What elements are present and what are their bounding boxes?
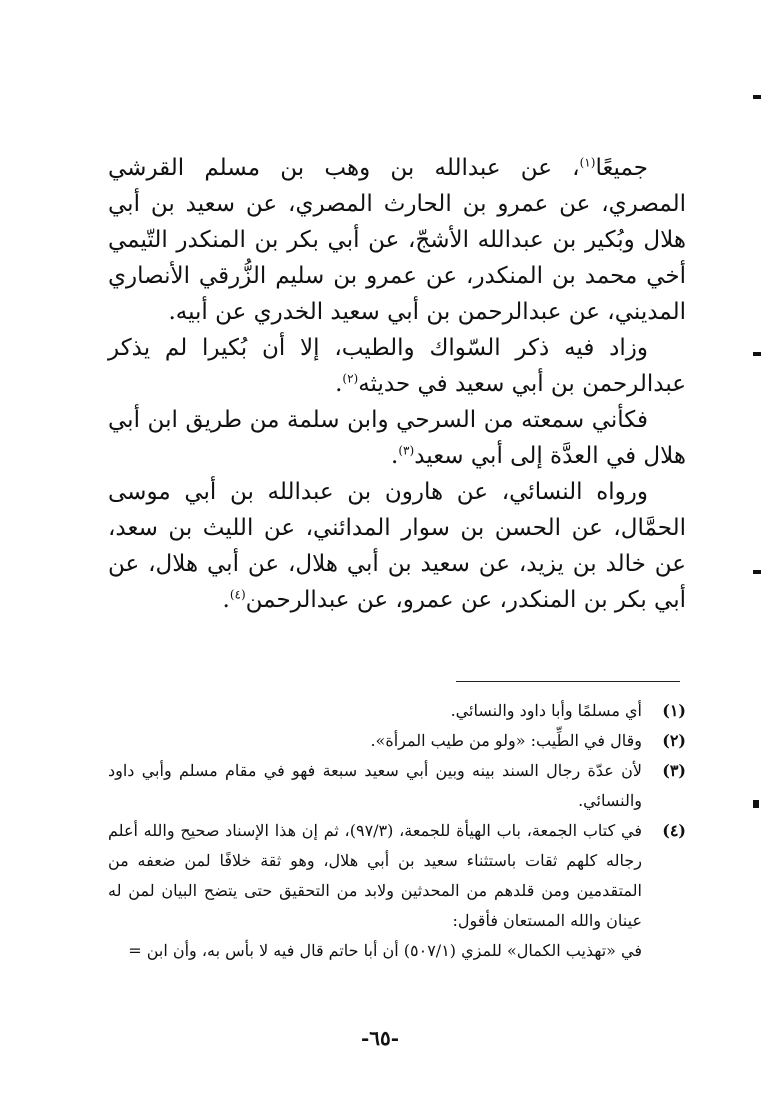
paragraph-2: وزاد فيه ذكر السّواك والطيب، إلا أن بُكيرا لم يذكر عبدالرحمن بن أبي سعيد في حديثه$^{(٢)}$. — [108, 335, 686, 397]
margin-mark — [753, 352, 761, 356]
paragraph-1: جميعًا$^{(١)}$، عن عبدالله بن وهب بن مسلم القرشي المصري، عن عمرو بن الحارث المصري، عن سعيد بن أبي هلال وبُكير بن عبدالله الأشجّ، عن أبي بكر بن المنكدر التّيمي أخي محمد بن المنكدر، عن عمرو بن سليم الزُّرقي الأنصاري المديني، عن عبدالرحمن بن أبي سعيد الخدري عن أبيه. — [108, 155, 686, 325]
footnote-ref-4: (٤) — [229, 587, 246, 602]
paragraph-4: ورواه النسائي، عن هارون بن عبدالله بن أبي موسى الحمَّال، عن الحسن بن سوار المدائني، عن الليث بن سعد، عن خالد بن يزيد، عن سعيد بن أبي هلال، عن أبي هلال، عن أبي بكر بن المنكدر، عن عمرو، عن عبدالرحمن$^{(٤)}$. — [108, 479, 686, 613]
footnote-ref-3: (٣) — [398, 443, 415, 458]
footnote-4 — [108, 816, 686, 936]
footnote-3 — [108, 756, 686, 816]
margin-mark — [753, 570, 761, 574]
footnote-number: (١) — [662, 701, 686, 720]
paragraph-3: فكأني سمعته من السرحي وابن سلمة من طريق ابن أبي هلال في العدَّة إلى أبي سعيد$^{(٣)}$. — [108, 407, 686, 469]
footnote-1 — [108, 696, 686, 726]
footnotes — [108, 696, 686, 966]
footnote-text: لأن عدّة رجال السند بينه وبين أبي سعيد سبعة فهو في مقام مسلم وأبي داود والنسائي. — [108, 761, 642, 810]
footnote-2 — [108, 726, 686, 756]
footnote-divider — [456, 681, 680, 682]
footnote-ref-2: (٢) — [342, 371, 359, 386]
footnote-number: (٢) — [662, 731, 686, 750]
footnote-number: (٤) — [662, 821, 686, 840]
footnote-text: أي مسلمًا وأبا داود والنسائي. — [450, 701, 642, 720]
footnote-continuation: في «تهذيب الكمال» للمزي (٥٠٧/١) أن أبا حاتم قال فيه لا بأس به، وأن ابن = — [128, 941, 642, 960]
footnote-number: (٣) — [662, 761, 686, 780]
main-text — [108, 150, 686, 618]
footnote-ref-1: (١) — [579, 155, 596, 170]
margin-mark — [753, 95, 761, 99]
page-number: -٦٥- — [360, 1026, 400, 1050]
footnote-text: في كتاب الجمعة، باب الهيأة للجمعة، (٩٧/٣)، ثم إن هذا الإسناد صحيح والله أعلم رجاله كلهم ثقات باستثناء سعيد بن أبي هلال، وهو ثقة خلافًا لمن ضعفه من المتقدمين ومن قلدهم من المحدثين ولابد من التحقيق حتى يتضح البيان لمن له عينان والله المستعان فأقول: — [108, 821, 642, 930]
margin-mark — [753, 800, 759, 808]
footnote-text: وقال في الطِّيب: «ولو من طيب المرأة». — [370, 731, 642, 750]
